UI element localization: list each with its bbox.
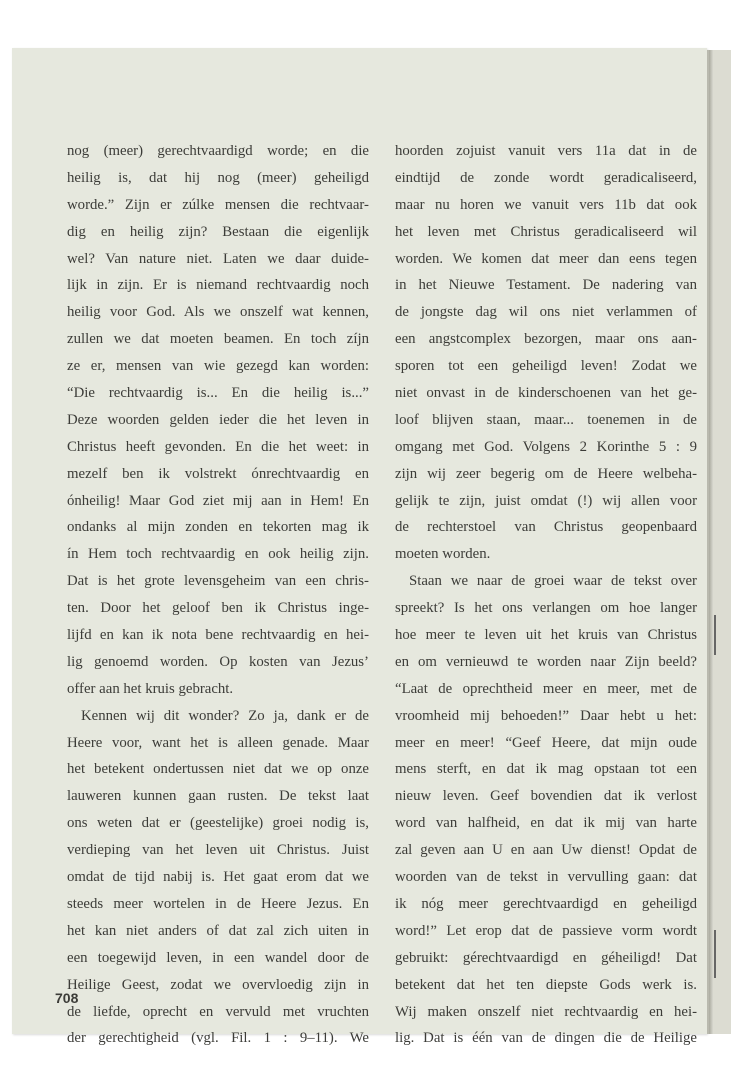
text-line: steeds meer wortelen in de Heere Jezus. En xyxy=(67,896,369,912)
text-line: maar nu horen we vanuit vers 11b dat ook xyxy=(395,197,697,213)
text-line: worden. We komen dat meer dan eens tegen xyxy=(395,251,697,267)
text-line: zullen we dat moeten beamen. En toch zíjn xyxy=(67,332,369,348)
text-line: meer en meer! “Geef Heere, dat mijn oude xyxy=(395,735,697,751)
page-number: 708 xyxy=(55,990,79,1006)
text-line: en om vernieuwd te worden naar Zijn beeld? xyxy=(395,654,697,670)
text-line: mens sterft, en dat ik mag opstaan tot een xyxy=(395,762,697,778)
text-line: de rechterstoel van Christus geopenbaard xyxy=(395,520,697,536)
text-line: moeten worden. xyxy=(395,547,491,563)
page-gutter-shadow xyxy=(709,50,713,1034)
text-line: mezelf ben ik volstrekt ónrechtvaardig en xyxy=(67,466,369,482)
text-line: gelijk te zijn, juist omdat (!) wij allen voor xyxy=(395,493,697,509)
text-line: lig. Dat is één van de dingen die de Heilige xyxy=(395,1031,697,1047)
right-text-column xyxy=(395,144,697,1058)
text-line: eindtijd de zonde wordt geradicaliseerd, xyxy=(395,170,697,186)
adjacent-page-edge xyxy=(707,50,731,1034)
text-line: offer aan het kruis gebracht. xyxy=(67,681,234,697)
text-line: gebruikt: gérechtvaardigd en géheiligd! Dat xyxy=(395,950,697,966)
text-line: een angstcomplex bezorgen, maar ons aan- xyxy=(395,332,697,348)
margin-mark xyxy=(714,930,716,978)
text-line: het kan niet anders of dat zal zich uiten in xyxy=(67,923,369,939)
text-line: ik nóg meer gerechtvaardigd en geheiligd xyxy=(395,896,697,912)
text-line: lijfd en kan ik nota bene rechtvaardig en hei- xyxy=(67,628,369,644)
text-line: Wij maken onszelf niet rechtvaardig en hei- xyxy=(395,1004,697,1020)
text-line: de jongste dag wil ons niet verlammen of xyxy=(395,305,697,321)
text-line: lijk in zijn. Er is niemand rechtvaardig noch xyxy=(67,278,369,294)
text-line: ondanks al mijn zonden en tekorten mag ik xyxy=(67,520,369,536)
text-line: Christus heeft gevonden. En die het weet: in xyxy=(67,439,369,455)
text-line: zal geven aan U en aan Uw dienst! Opdat de xyxy=(395,843,697,859)
text-line: ons weten dat er (geestelijke) groei nodig is, xyxy=(67,816,369,832)
text-line: sporen tot een geheiligd leven! Zodat we xyxy=(395,359,697,375)
text-line: heilig voor God. Als we onszelf wat kennen, xyxy=(67,305,369,321)
paragraph-start-line: Kennen wij dit wonder? Zo ja, dank er de xyxy=(81,708,369,724)
text-line: word van halfheid, en dat ik mij van harte xyxy=(395,816,697,832)
text-line: hoorden zojuist vanuit vers 11a dat in de xyxy=(395,144,697,159)
text-line: lig genoemd worden. Op kosten van Jezus’ xyxy=(67,654,369,670)
text-line: in het Nieuwe Testament. De nadering van xyxy=(395,278,697,294)
text-line: de liefde, oprecht en vervuld met vruchten xyxy=(67,1004,369,1020)
left-text-column xyxy=(67,144,369,1058)
text-line: heilig is, dat hij nog (meer) geheiligd xyxy=(67,170,369,186)
text-line: omdat de tijd nabij is. Het gaat erom dat we xyxy=(67,870,369,886)
text-line: het leven met Christus geradicaliseerd wil xyxy=(395,224,697,240)
text-line: dig en heilig zijn? Bestaan die eigenlijk xyxy=(67,224,369,240)
text-line: woorden van de tekst in vervulling gaan: dat xyxy=(395,870,697,886)
text-line: betekent dat het ten diepste Gods werk is. xyxy=(395,977,697,993)
text-line: niet onvast in de kinderschoenen van het ge- xyxy=(395,386,697,402)
text-line: het betekent ondertussen niet dat we op onze xyxy=(67,762,369,778)
text-line: word!” Let erop dat de passieve vorm wordt xyxy=(395,923,697,939)
text-line: hoe meer te leven uit het kruis van Christus xyxy=(395,628,697,644)
text-line: een toegewijd leven, in een wandel door de xyxy=(67,950,369,966)
text-line: ónheilig! Maar God ziet mij aan in Hem! En xyxy=(67,493,369,509)
text-line: nieuw leven. Geef bovendien dat ik verlost xyxy=(395,789,697,805)
text-line: ín Hem toch rechtvaardig en ook heilig zijn. xyxy=(67,547,369,563)
text-line: zijn wij zeer begerig om de Heere welbeha- xyxy=(395,466,697,482)
text-line: Heilige Geest, zodat we overvloedig zijn in xyxy=(67,977,369,993)
text-line: loof blijven staan, maar... toenemen in de xyxy=(395,412,697,428)
book-page xyxy=(12,48,707,1047)
text-line: lauweren kunnen gaan rusten. De tekst laat xyxy=(67,789,369,805)
text-line: Dat is het grote levensgeheim van een chris- xyxy=(67,574,369,590)
text-line: “Laat de oprechtheid meer en meer, met de xyxy=(395,681,697,697)
text-line: spreekt? Is het ons verlangen om hoe langer xyxy=(395,601,697,617)
text-line: worde.” Zijn er zúlke mensen die rechtvaar- xyxy=(67,197,369,213)
text-line: omgang met God. Volgens 2 Korinthe 5 : 9 xyxy=(395,439,697,455)
text-line: wel? Van nature niet. Laten we daar duide- xyxy=(67,251,369,267)
text-line: ze er, mensen van wie gezegd kan worden: xyxy=(67,359,369,375)
text-line: ten. Door het geloof ben ik Christus inge- xyxy=(67,601,369,617)
text-line: “Die rechtvaardig is... En die heilig is...” xyxy=(67,386,369,402)
text-line: verdieping van het leven uit Christus. Juist xyxy=(67,843,369,859)
paragraph-start-line: Staan we naar de groei waar de tekst over xyxy=(409,574,697,590)
text-line: vroomheid mij behoeden!” Daar hebt u het: xyxy=(395,708,697,724)
margin-mark xyxy=(714,615,716,655)
text-line: Deze woorden gelden ieder die het leven in xyxy=(67,412,369,428)
text-line: Heere voor, want het is alleen genade. Maar xyxy=(67,735,369,751)
text-line: der gerechtigheid (vgl. Fil. 1 : 9–11). We xyxy=(67,1031,369,1047)
text-line: nog (meer) gerechtvaardigd worde; en die xyxy=(67,144,369,159)
